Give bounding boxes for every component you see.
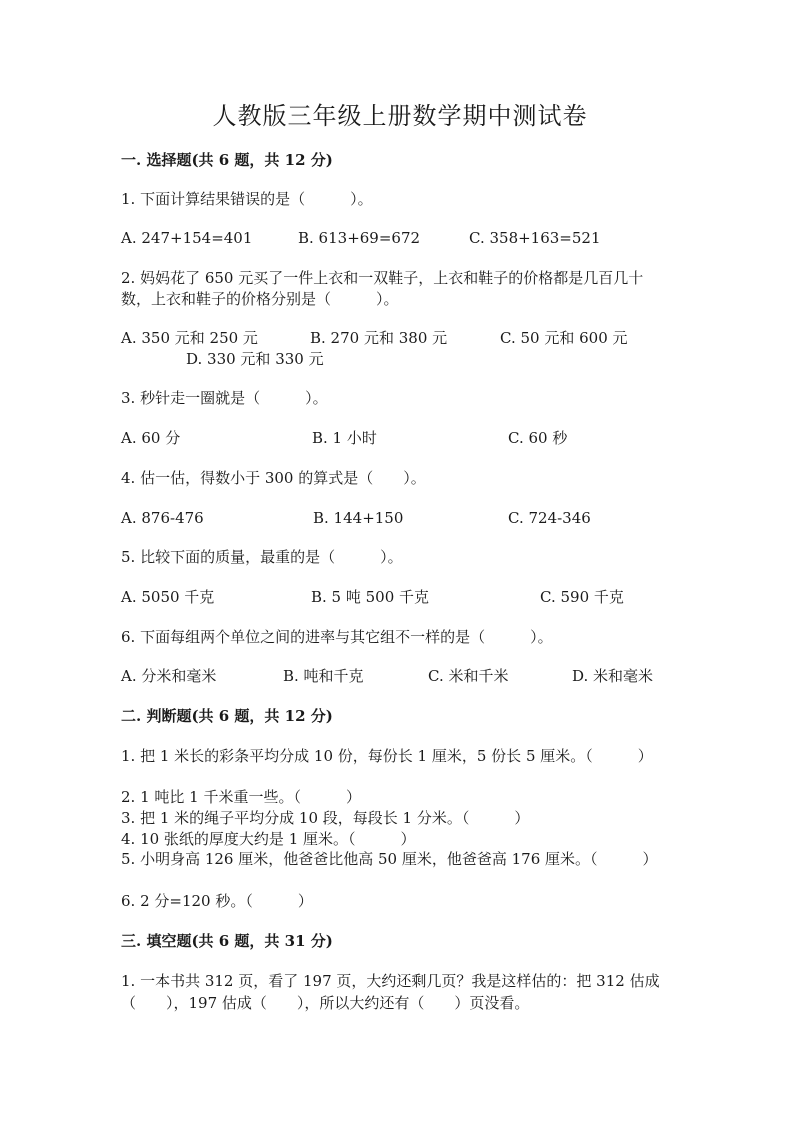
- option-a: A. 247+154=401: [121, 229, 253, 247]
- option-c: C. 米和千米: [428, 667, 509, 685]
- question-text: 3. 秒针走一圈就是（ ）。: [121, 389, 328, 407]
- judgement-item: 5. 小明身高 126 厘米，他爸爸比他高 50 厘米，他爸爸高 176 厘米。（ ）: [121, 850, 658, 868]
- option-b: B. 1 小时: [312, 429, 377, 447]
- option-c: C. 358+163=521: [469, 229, 601, 247]
- judgement-item: 2. 1 吨比 1 千米重一些。（ ）: [121, 788, 361, 806]
- option-d: D. 330 元和 330 元: [186, 350, 324, 368]
- question-text: 5. 比较下面的质量，最重的是（ ）。: [121, 548, 403, 566]
- judgement-item: 4. 10 张纸的厚度大约是 1 厘米。（ ）: [121, 830, 416, 848]
- question-text: 数，上衣和鞋子的价格分别是（ ）。: [121, 290, 399, 308]
- option-a: A. 5050 千克: [121, 588, 215, 606]
- option-b: B. 144+150: [313, 509, 404, 527]
- option-b: B. 270 元和 380 元: [310, 329, 448, 347]
- question-text: 6. 下面每组两个单位之间的进率与其它组不一样的是（ ）。: [121, 628, 553, 646]
- option-c: C. 724-346: [508, 509, 591, 527]
- option-a: A. 876-476: [121, 509, 204, 527]
- option-c: C. 60 秒: [508, 429, 568, 447]
- option-a: A. 分米和毫米: [121, 667, 217, 685]
- section-heading-choice: 一. 选择题(共 6 题，共 12 分): [121, 151, 333, 169]
- option-a: A. 350 元和 250 元: [121, 329, 258, 347]
- option-d: D. 米和毫米: [572, 667, 654, 685]
- judgement-item: 3. 把 1 米的绳子平均分成 10 段，每段长 1 分米。（ ）: [121, 809, 530, 827]
- fill-blank-item: （ ），197 估成（ ），所以大约还有（ ）页没看。: [121, 994, 530, 1012]
- fill-blank-item: 1. 一本书共 312 页，看了 197 页，大约还剩几页？我是这样估的：把 312 估成: [121, 972, 660, 990]
- question-text: 1. 下面计算结果错误的是（ ）。: [121, 190, 373, 208]
- judgement-item: 1. 把 1 米长的彩条平均分成 10 份，每份长 1 厘米，5 份长 5 厘米。（ ）: [121, 747, 653, 765]
- section-heading-judgement: 二. 判断题(共 6 题，共 12 分): [121, 707, 333, 725]
- option-c: C. 590 千克: [540, 588, 624, 606]
- option-b: B. 吨和千克: [283, 667, 364, 685]
- option-b: B. 613+69=672: [298, 229, 421, 247]
- option-b: B. 5 吨 500 千克: [311, 588, 430, 606]
- judgement-item: 6. 2 分=120 秒。（ ）: [121, 892, 313, 910]
- question-text: 2. 妈妈花了 650 元买了一件上衣和一双鞋子，上衣和鞋子的价格都是几百几十: [121, 269, 644, 287]
- page-title: 人教版三年级上册数学期中测试卷: [212, 102, 588, 130]
- option-c: C. 50 元和 600 元: [500, 329, 628, 347]
- section-heading-fill-blank: 三. 填空题(共 6 题，共 31 分): [121, 932, 333, 950]
- question-text: 4. 估一估，得数小于 300 的算式是（ ）。: [121, 469, 426, 487]
- option-a: A. 60 分: [121, 429, 181, 447]
